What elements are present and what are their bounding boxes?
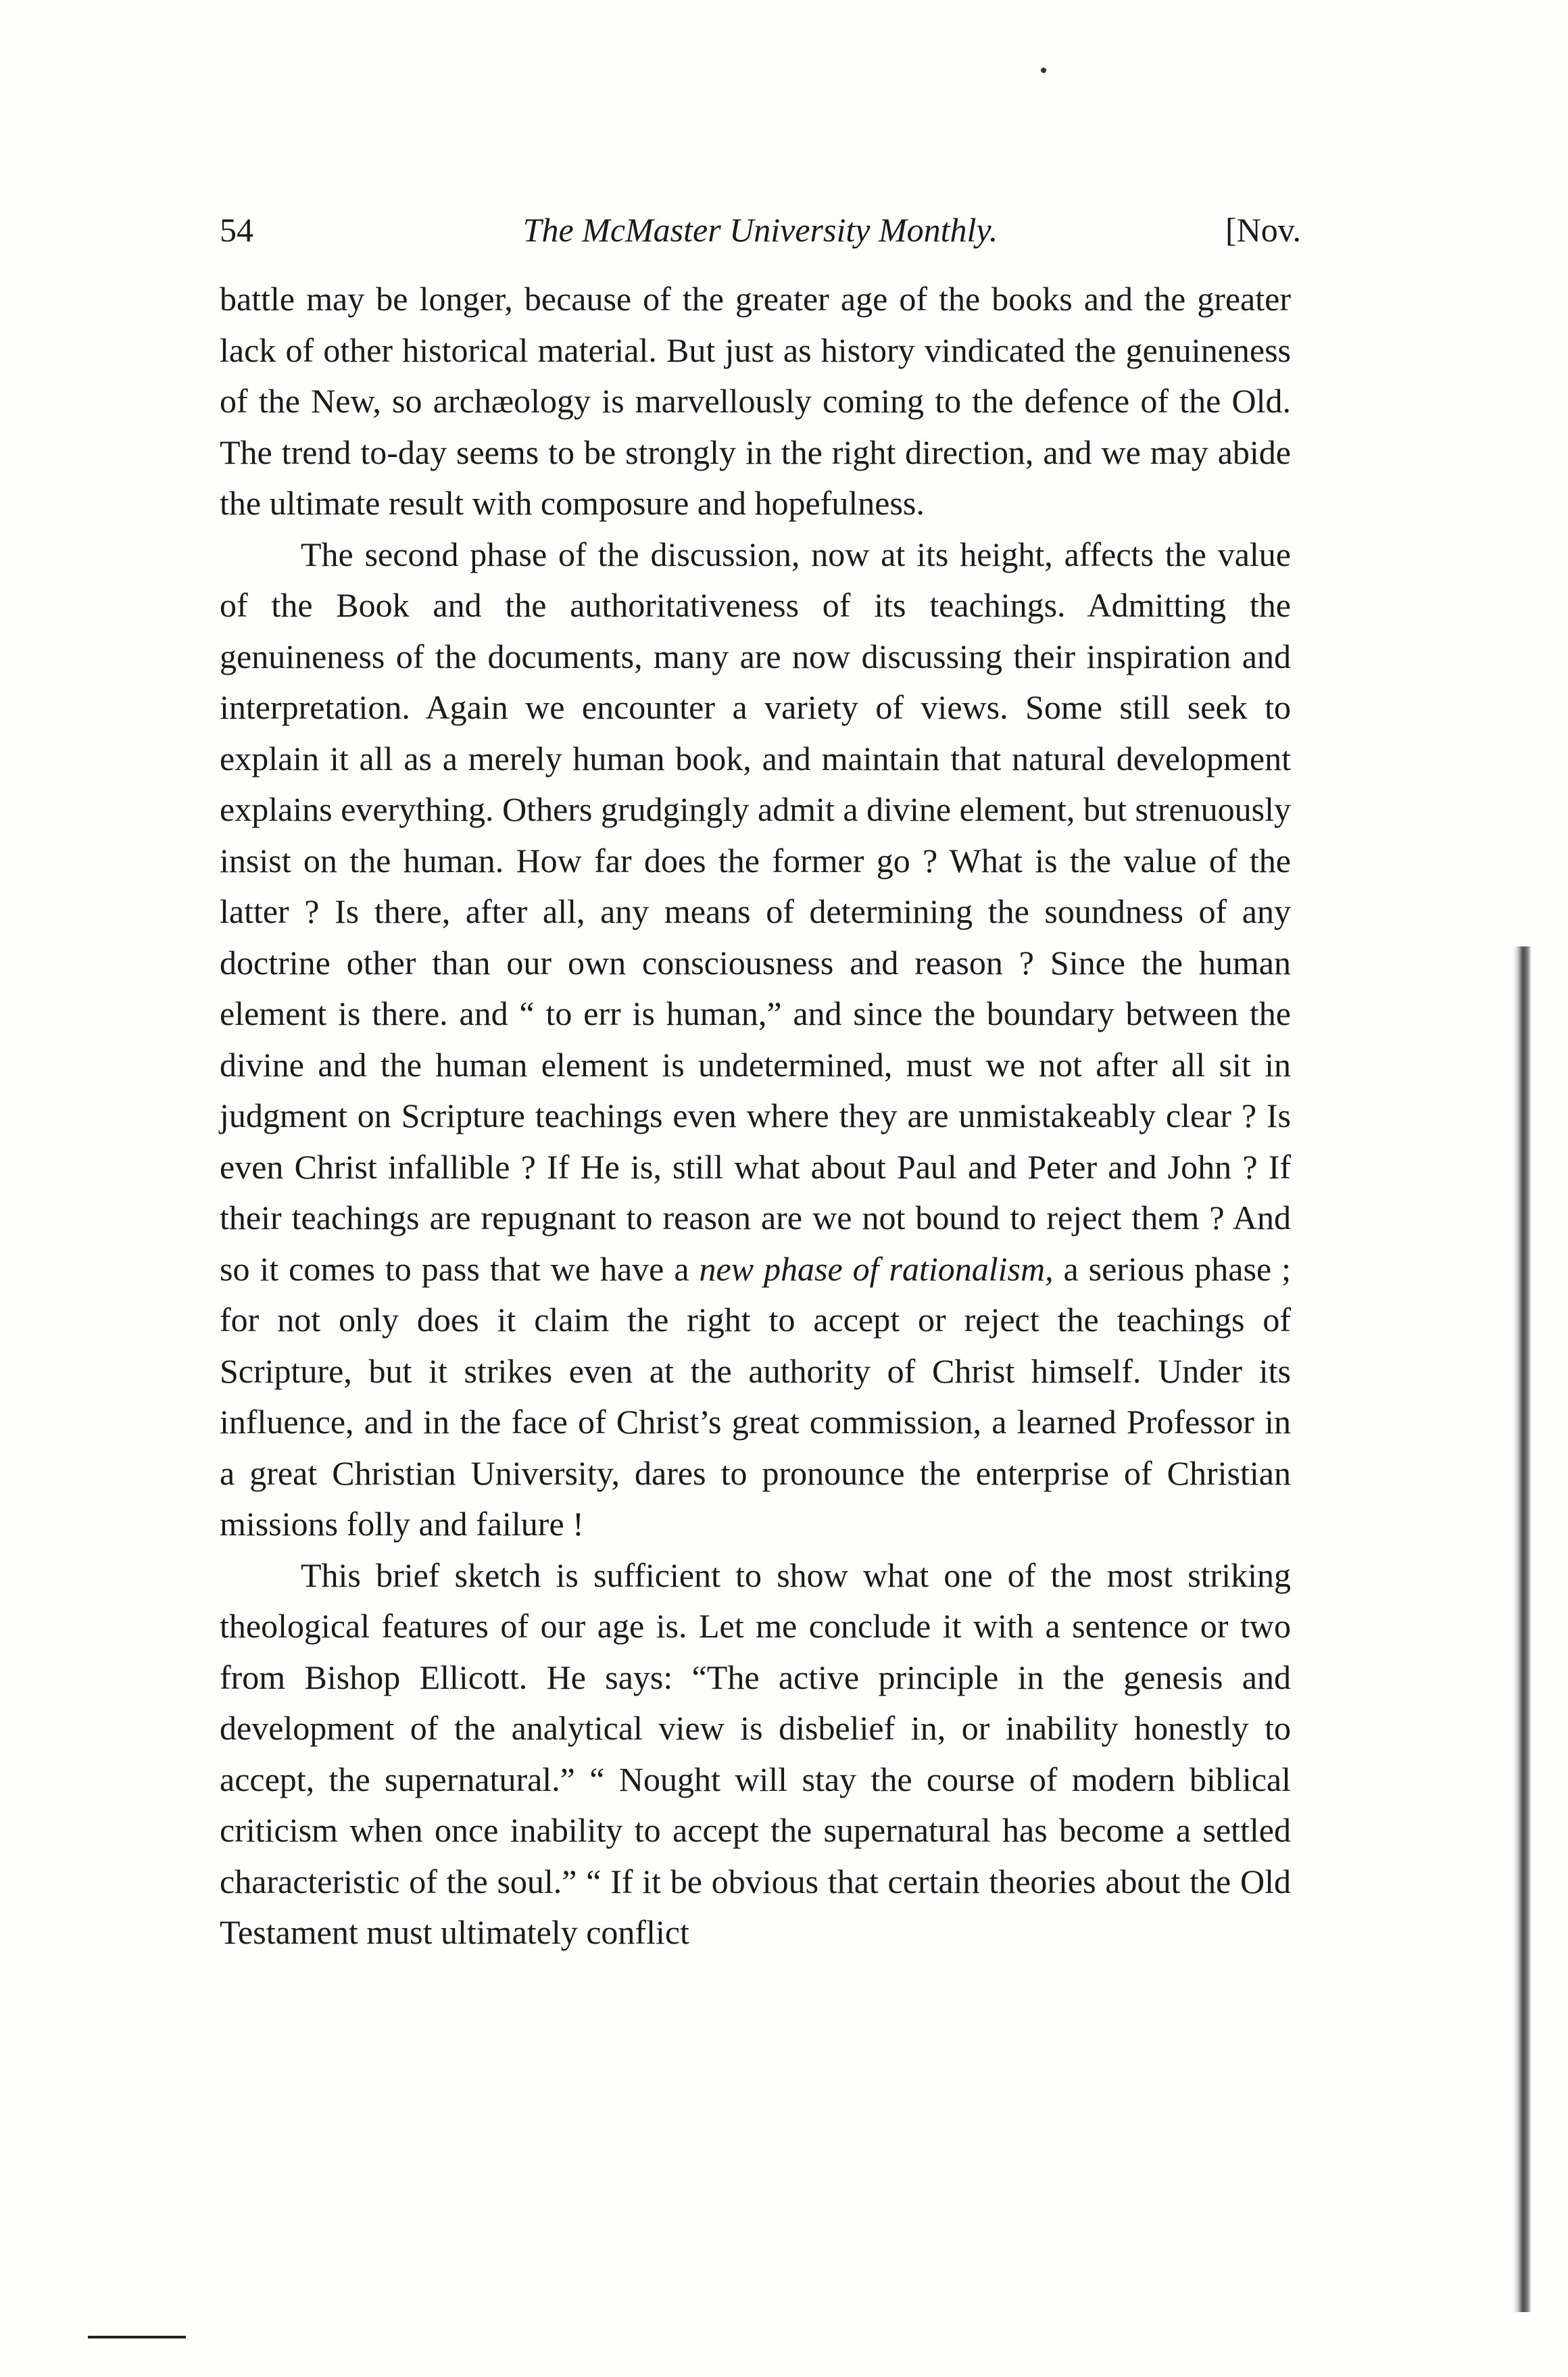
scan-speck [1041, 68, 1046, 73]
running-month: [Nov. [1225, 211, 1301, 249]
paragraph-2-text-after: a serious phase ; for not only does it claim the right to accept or reject the teachings of Scripture, but it strikes even at the authority of Christ himself. Under its influence, and in the face of Christ’s great commission, a learned Professor in a great Christian University, dares to pronounce the enterprise of Christian missions folly and failure ! [220, 1249, 1291, 1543]
page-number: 54 [220, 211, 253, 249]
binding-edge-shadow [1513, 946, 1532, 2312]
body-text [220, 274, 1291, 1959]
paragraph-2-text-before: The second phase of the discussion, now at its height, affects the value of the Book and the authoritativeness of its teachings. Admitting the genuineness of the documents, many are now discussing their inspiration and interpretation. Again we encounter a variety of views. Some still seek to explain it all as a merely human book, and maintain that natural development explains everything. Others grudgingly admit a divine element, but strenuously insist on the human. How far does the former go ? What is the value of the latter ? Is there, after all, any means of determining the soundness of any doctrine other than our own consciousness and reason ? Since the human element is there. and “ to err is human,” and since the boundary between the divine and the human element is undetermined, must we not after all sit in judgment on Scripture teachings even where they are unmistakeably clear ? Is even Christ infallible ? If He is, still what about Paul and Peter and John ? If their teachings are repugnant to reason are we not bound to reject them ? And so it comes to pass that we have a [220, 535, 1291, 1288]
paragraph-3: This brief sketch is sufficient to show what one of the most striking theological features of our age is. Let me conclude it with a sentence or two from Bishop Ellicott. He says: “The active principle in the genesis and development of the analytical view is disbelief in, or inability honestly to accept, the supernatural.” “ Nought will stay the course of modern biblical criticism when once inability to accept the supernatural has become a settled characteristic of the soul.” “ If it be obvious that certain theories about the Old Testament must ultimately conflict [220, 1556, 1291, 1951]
paragraph-2-emphasis: new phase of rationalism, [699, 1249, 1054, 1288]
paragraph-1: battle may be longer, because of the greater age of the books and the greater lack of other historical material. But just as history vindicated the genuineness of the New, so archæology is marvellously coming to the defence of the Old. The trend to-day seems to be strongly in the right direction, and we may abide the ultimate result with composure and hopefulness. [220, 280, 1291, 522]
running-title: The McMaster University Monthly. [522, 211, 998, 249]
footer-rule [88, 2336, 186, 2338]
running-header [220, 203, 1301, 257]
paragraph-2 [220, 529, 1291, 1550]
